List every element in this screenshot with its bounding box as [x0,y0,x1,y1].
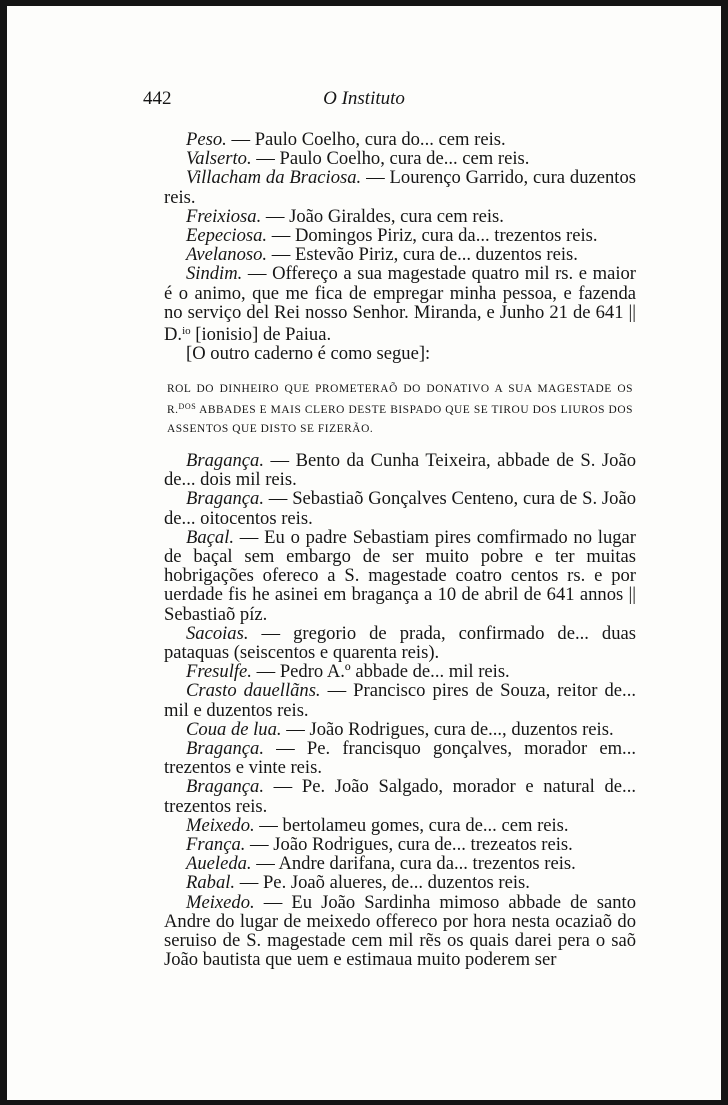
entries-block-b [164,451,636,969]
entry-text: — Pe. francisquo gonçalves, morador em... trezentos e vinte reis. [164,738,636,779]
entry-place: Meixedo. [186,891,255,913]
entry-text: [ionisio] de Paiua. [190,324,332,346]
entry-paragraph [164,489,636,527]
entry-paragraph [164,662,636,681]
entry-paragraph [164,854,636,873]
entry-place: Peso. [186,129,227,150]
entry-text: — Eu o padre Sebastiam pires comfirmado no lugar de baçal sem embargo de ser muito pobre e ter muitas hobrigações ofereco a S. magestade coatro centos rs. e por uerdade fis he asinei em bragança a 10 de abril de 641 annos || Sebastiaõ píz. [164,526,636,625]
page-number: 442 [143,88,172,109]
entries-block-a [164,130,636,363]
entry-paragraph [164,168,636,206]
entry-place: Bragança. [186,738,264,760]
entry-place: Fresulfe. [186,661,252,683]
entry-paragraph [164,720,636,739]
entry-paragraph [164,226,636,245]
entry-paragraph [164,816,636,835]
entry-text: — Lourenço Garrido, cura duzentos reis. [164,167,637,208]
entry-paragraph [164,777,636,815]
entry-text: — Paulo Coelho, cura de... cem reis. [251,148,530,170]
entry-place: França. [186,834,246,856]
entry-paragraph [164,835,636,854]
entry-place: Sacoias. [186,622,249,644]
entry-text: — Andre darifana, cura da... trezentos reis. [251,853,576,875]
entry-place: Bragança. [186,488,264,510]
entry-paragraph [164,245,636,264]
entry-text: — Pe. João Salgado, morador e natural de... trezentos reis. [164,776,636,817]
entry-paragraph [164,130,636,149]
entry-text: — Estevão Piriz, cura de... duzentos reis. [267,244,578,266]
entry-text: — Offereço a sua magestade quatro mil rs. e maior é o animo, que me fica de empregar minha pessoa, e fazenda no serviço del Rei nosso Senhor. Miranda, e Junho 21 de 641 || D. [164,263,636,346]
entry-text: — João Rodrigues, cura de..., duzentos reis. [281,718,614,740]
entry-paragraph [164,873,636,892]
entry-place: Bragança. [186,776,264,798]
sindim-paragraph [164,264,636,344]
entry-paragraph [164,149,636,168]
entry-paragraph [164,893,636,970]
entry-place: Villacham da Braciosa. [186,167,362,189]
entry-text: — Bento da Cunha Teixeira, abbade de S. João de... dois mil reis. [164,450,636,491]
entry-paragraph [164,451,636,489]
entry-place: Avelanoso. [186,244,268,266]
entry-place: Baçal. [186,526,235,548]
entry-place: Freixiosa. [186,205,262,227]
heading-text: ROL DO DINHEIRO QUE PROMETERAÕ DO DONATIVO A SUA MAGESTADE OS R. [167,383,633,417]
entry-text: — João Rodrigues, cura de... trezeatos reis. [245,834,573,856]
entry-text: — Eu João Sardinha mimoso abbade de santo Andre do lugar de meixedo offereco por hora nesta ocaziaõ do seruiso de S. magestade cem mil rẽs os quais darei pera o saõ João bautista que uem e estimaua muito poderem ser [164,891,636,971]
entry-text: — bertolameu gomes, cura de... cem reis. [254,814,569,836]
entry-text: — Domingos Piriz, cura da... trezentos reis. [267,225,598,247]
entry-place: Valserto. [186,148,252,170]
entry-paragraph [164,624,636,662]
entry-paragraph [164,739,636,777]
entry-place: Sindim. [186,263,243,285]
entry-paragraph [164,681,636,719]
editorial-note: [O outro caderno é como segue]: [186,343,431,365]
entry-text: — Paulo Coelho, cura do... cem reis. [226,129,506,150]
entry-place: Bragança. [186,450,264,471]
heading-superscript: DOS [178,402,197,412]
running-title: O Instituto [323,88,405,109]
entry-paragraph [164,528,636,624]
entry-text: — Pe. Joaõ alueres, de... duzentos reis. [235,872,530,894]
entry-text: — Sebastiaõ Gonçalves Centeno, cura de S. João de... oitocentos reis. [164,488,636,529]
entry-place: Eepeciosa. [186,225,268,247]
entry-text: — gregorio de prada, confirmado de... duas pataquas (seiscentos e quarenta reis). [164,622,636,664]
entry-place: Crasto dauellãns. [186,680,321,702]
entry-place: Meixedo. [186,814,255,836]
entry-place: Aueleda. [186,853,252,875]
entry-text: — Prancisco pires de Souza, reitor de... mil e duzentos reis. [164,680,636,721]
entry-place: Rabal. [186,872,236,894]
entry-paragraph [164,207,636,226]
entry-text: — Pedro A.º abbade de... mil reis. [251,661,510,683]
entry-text: — João Giraldes, cura cem reis. [261,205,504,227]
entry-place: Coua de lua. [186,718,282,740]
superscript-abbrev: io [182,325,191,338]
document-page [7,6,721,1100]
section-heading [167,380,633,438]
running-header [7,88,721,110]
heading-text: ABBADES E MAIS CLERO DESTE BISPADO QUE SE TIROU DOS LIUROS DOS ASSENTOS QUE DISTO SE FIZERÃO. [167,404,633,435]
